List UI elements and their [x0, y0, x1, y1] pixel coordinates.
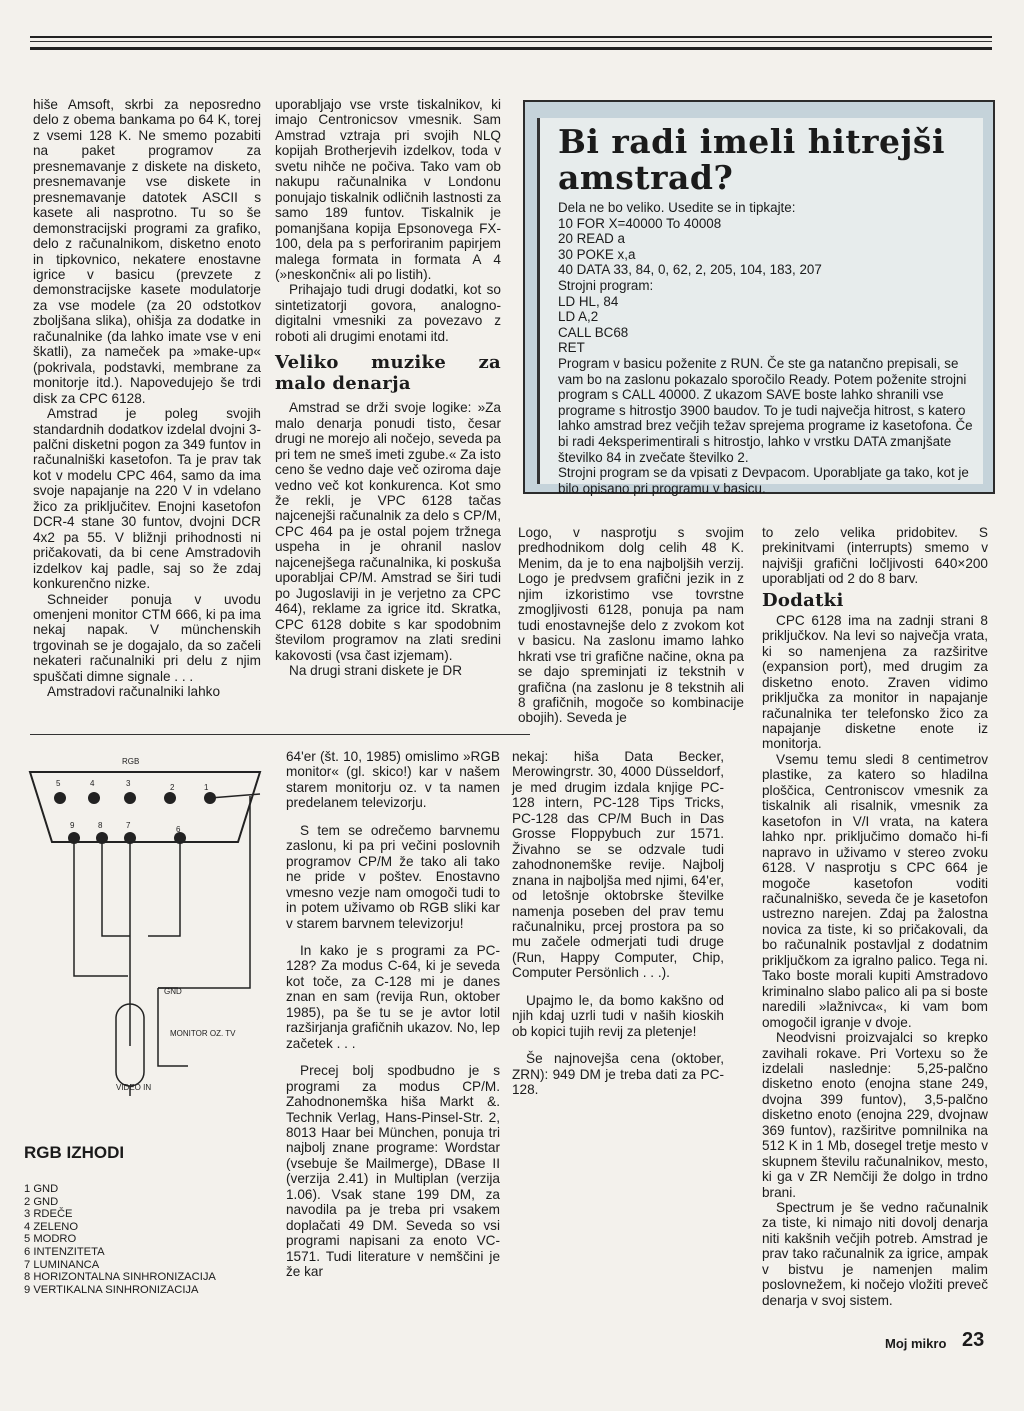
paragraph: In kako je s programi za PC-128? Za modus C-64, ki je seveda kot toče, za C-128 mi je danes znan en sam (revija Run, oktober 1985), pa še tu se je avtor lotil razširjanja grafičnih ukazov. No, lep začetek . . . — [286, 942, 500, 1051]
section-heading: Dodatki — [762, 589, 844, 611]
pin — [164, 792, 176, 804]
connector-outline — [30, 772, 260, 842]
paragraph: Še najnovejša cena (oktober, ZRN): 949 DM je treba dati za PC-128. — [512, 1051, 724, 1098]
column-4 — [762, 525, 988, 1308]
legend-title: RGB IZHODI — [24, 1143, 125, 1162]
paragraph: Amstradovi računalniki lahko — [47, 684, 221, 700]
paragraph: to zelo velika pridobitev. S prekinitvami (interrupts) smemo v najvišji grafični ločljivosti 640×200 uporabljati od 2 do 8 barv. — [762, 525, 988, 587]
legend-item: 7 LUMINANCA — [24, 1258, 100, 1271]
section-heading: Veliko muzike za malo denarja — [275, 352, 501, 395]
monitor-label: MONITOR OZ. TV — [170, 1029, 236, 1038]
code-line: 30 POKE x,a — [558, 246, 636, 262]
paragraph: Prihajajo tudi drugi dodatki, kot so sintetizatorji govora, analogno-digitalni vmesniki za povezavo z roboti ali drugimi enotami itd. — [275, 282, 501, 344]
column-2 — [275, 97, 501, 678]
column-2-lower — [286, 749, 500, 1280]
legend-item: 2 GND — [24, 1195, 59, 1208]
code-line: LD HL, 84 — [558, 293, 619, 309]
legend-item: 8 HORIZONTALNA SINHRONIZACIJA — [24, 1271, 216, 1284]
pin-label: 9 — [70, 821, 75, 830]
pin — [88, 792, 100, 804]
code-line: LD A,2 — [558, 309, 599, 325]
paragraph: Amstrad se drži svoje logike: »Za malo denarja ponudi tisto, česar drugi ne morejo ali nočejo, seveda pa pri tem ne smeš imeti zgube.« Za isto ceno še vedno daje več oziroma daje vedno več kot konkurenca. Kot smo že rekli, je VPC 6128 tačas najcenejši računalnik za delo s CP/M, CPC 464 pa je ostal pojem tržnega uspeha in je ohranil naslov najcenejšega računalnika, ki poskuša uporabljai CP/M. Amstrad se širi tudi po Jugoslaviji in je verjetno za CPC 464), reklame za igrice itd. Skratka, CPC 6128 dobite s kar spodobnim številom programov na zlati sredini kakovosti (vsa čast izjemam). — [275, 400, 501, 663]
code-line: 10 FOR X=40000 To 40008 — [558, 215, 722, 231]
legend-item: 5 MODRO — [24, 1233, 77, 1246]
pin-label: 5 — [56, 779, 61, 788]
paragraph: Logo, v nasprotju s svojim predhodnikom dolg celih 48 K. Menim, da je to ena najboljših verzij. Logo je predvsem grafični jezik in z njim izkoristimo vse tovrstne zmogljivosti 6128, ponuja pa nam tudi enostavnejše delo z zvokom kot v basicu. Na zaslonu imamo lahko hkrati vse tri grafične načine, okna pa se dajo spreminjati iz tekstnih v grafična (na zaslonu je 8 tekstnih ali 8 grafičnih, mogoče so kombinacije obojih). Seveda je — [518, 525, 744, 726]
code-line: Strojni program: — [558, 277, 654, 293]
legend-item: 6 INTENZITETA — [24, 1245, 105, 1258]
paragraph: nekaj: hiša Data Becker, Merowingrstr. 30, 4000 Düsseldorf, je med drugim izdala knjige PC-128 intern, PC-128 Tips Tricks, PC-128 das CP/M Buch in Das Grosse Floppybuch zur 1571. Živahno se se odzvale tudi zahodnonemške revije. Najbolj znana in najboljša med njimi, 64'er, od letošnje oktobrske številke namenja poseben del prav temu računalniku, prcej prostora pa so mu začele odmerjati tudi druge (Run, Happy Computer, Chip, Computer Persönlich . . .). — [512, 749, 724, 981]
rgb-connector-diagram — [28, 746, 284, 1106]
paragraph: hiše Amsoft, skrbi za neposredno delo z obema bankama po 64 K, torej z vsemi 128 K. Ne smemo pozabiti na paket programov za presnemavanje z diskete na disketo, presnemavanje vse diskete in presnemavanje datotek ASCII s kasete ali nasprotno. Tu so še demonstracijski programi za grafiko, delo z računalnikom, disketno enoto in tipkovnico, nekatere enostavne igrice v basicu (prevzete z demonstracijske kasete modulatorje za vse modele (za 20 odstotkov zboljšana slika), ohišja za dodatke in računalnike (da lahko imate vse v eni škatli), za nameček pa »make-up« (pokrivala, podstavki, membrane za monitorje itd.). Napovedujejo še trdi disk za CPC 6128. — [33, 97, 261, 406]
paragraph: Vsemu temu sledi 8 centimetrov plastike, za katero so hladilna ploščica, Centroniscov vmesnik za tiskalnik ali risalnik, vmesnik za kasetofon in V/I vrata, na katera lahko npr. priključimo domačo hi-fi napravo in uživamo v stereo zvoku 6128. V nasprotju s CPC 664 je mogoče kasetofon voditi računalniško, seveda če je kasetofon ustrezno narejen. Zdaj pa žalostna novica za tiste, ki so pričakovali, da bo računalnik postavljal z dodatnim priključkom za igralno palico. Tega ni. Tako boste morali kupiti Amstradovo kriminalno slabo palico ali pa si boste naredili »lažnivca«, ki vam bom omogočil igranje v dvoje. — [762, 751, 988, 1030]
top-rule — [30, 36, 992, 50]
paragraph: Amstrad je poleg svojih standardnih dodatkov izdelal dvojni 3-palčni disketni pogon za 349 funtov in računalniški kasetofon. Ta je prav tak kot v modelu CPC 464, samo da ima svoje napajanje na 220 V in vdelano žico za priključitev. Enojni kasetofon DCR-4 stane 30 funtov, dvojni DCR 4x2 pa 55. V bližnji prihodnosti ni pričakovati, da bi cene Amstradovih izdelkov kaj padle, saj so že zdaj konkurenčno nizke. — [33, 406, 261, 592]
paragraph: uporabljajo vse vrste tiskalnikov, ki imajo Centronicsov vmesnik. Sam Amstrad vztraja pri svojih NLQ kopijah Brotherjevih izdelkov, toda v svetu nihče ne počiva. Tako vam ob nakupu računalnika v Londonu ponujajo tiskalnik odličnih lastnosti za samo 189 funtov. Tiskalnik je pomanjšana kopija Epsonovega FX-100, dela pa s perforiranim papirjem malega formata in formata A 4 (»neskončni« ali po listih). — [275, 97, 501, 282]
pin-label: 4 — [90, 779, 95, 788]
pin — [124, 792, 136, 804]
magazine-name: Moj mikro — [885, 1336, 947, 1351]
pin-label: 7 — [126, 821, 131, 830]
column-1 — [33, 97, 261, 700]
legend-item: 1 GND — [24, 1183, 59, 1195]
pin-label: 2 — [170, 783, 175, 792]
code-line: CALL BC68 — [558, 324, 629, 340]
code-line: 20 READ a — [558, 231, 625, 247]
paragraph: 64'er (št. 10, 1985) omislimo »RGB monitor« (gl. skico!) kar v našem starem monitorju oz. v ta namen predelanem televizorju. — [286, 749, 500, 811]
code-line: RET — [558, 340, 585, 356]
paragraph: Neodvisni proizvajalci so krepko zavihali rokave. Pri Vortexu so že izdelali naslednje: 5,25-palčno disketno enoto (enojna stane 249, dvojna 399 funtov), 3,5-palčno disketno enoto (enojna 229, dvojnaw 369 funtov), razširitve pomnilnika na 512 K in 1 Mb, dosegel tretje mesto v skupnem številu računalnikov, mesto, ki ga v ZR Nemčiji že dolgo in trdno brani. — [762, 1030, 988, 1200]
sidebar-box-content — [537, 118, 983, 496]
box-paragraph: Strojni program se da vpisati z Devpacom. Uporabljate ga tako, kot je bilo opisano pri programu v basicu. — [558, 465, 969, 496]
column-3 — [518, 525, 744, 726]
paragraph: Upajmo le, da bomo kakšno od njih kdaj uzrli tudi v naših kioskih ob kopici tujih revij za pletenje! — [512, 992, 724, 1039]
column-3-lower — [512, 749, 724, 1098]
paragraph: Schneider ponuja v uvodu omenjeni monitor CTM 666, ki pa ima nekaj napak. V münchenskih trgovinah se je dogajalo, da so začeli nekateri računalniki pri delu z njim spuščati dimne signale . . . — [33, 591, 261, 684]
legend-item: 9 VERTIKALNA SINHRONIZACIJA — [24, 1283, 199, 1296]
gnd-label: GND — [164, 987, 182, 996]
sidebar-box — [523, 100, 995, 494]
code-listing — [558, 216, 975, 356]
pin-label: 1 — [204, 783, 209, 792]
pin-label: 8 — [98, 821, 103, 830]
pin-row-top — [54, 792, 216, 804]
wiring — [74, 794, 260, 1096]
paragraph: Precej bolj spodbudno je s programi za modus CP/M. Zahodnonemška hiša Markt &. Technik Verlag, Hans-Pinsel-Str. 2, 8013 Haar bei München, ponuja tri najbolj znane programe: Wordstar (vsebuje še Mailmerge), DBase II (verzija 2.41) in Multiplan (verzija 1.06). Vsak stane 199 DM, za navodila pa je treba pri vsakem doplačati 49 DM. Seveda so vsi programi napisani za enoto VC-1571. Tudi literature v nemščini je že kar — [286, 1063, 500, 1280]
box-intro: Dela ne bo veliko. Usedite se in tipkajte: — [558, 200, 796, 215]
box-paragraph: Program v basicu poženite z RUN. Če ste ga natančno prepisali, se vam bo na zaslonu pokazalo sporočilo Ready. Potem poženite strojni program s CALL 40000. Z ukazom SAVE boste lahko shranili vse programe s hitrostjo 3900 baudov. To je tudi največja hitrost, s katero lahko amstrad brez večjih težav sprejema programe iz kasetofona. Če bi radi 4eksperimentirali s hitrostjo, lahko v vrstku DATA zmanjšate številko 84 in zvečate številko 2. — [558, 355, 973, 465]
box-title: Bi radi imeli hitrejši amstrad? — [558, 122, 946, 197]
video-in-label: VIDEO IN — [116, 1083, 152, 1092]
page-number: 23 — [962, 1329, 985, 1351]
code-line: 40 DATA 33, 84, 0, 62, 2, 205, 104, 183, 207 — [558, 262, 822, 278]
paragraph: Na drugi strani diskete je DR — [289, 662, 463, 678]
pin-label: 6 — [176, 825, 181, 834]
legend-item: 4 ZELENO — [24, 1220, 79, 1233]
pin — [54, 792, 66, 804]
legend-item: 3 RDEČE — [24, 1208, 73, 1221]
pin-legend — [24, 1183, 216, 1296]
paragraph: Spectrum je še vedno računalnik za tiste, ki nimajo niti dovolj denarja niti kakšnih večjih potreb. Amstrad je prav tako računalnik za igrice, ampak v bistvu je namenjen malim poslovnežem, ki nočejo vložiti preveč denarja v svoj sistem. — [762, 1200, 988, 1308]
section-divider — [30, 734, 530, 735]
rgb-label: RGB — [122, 757, 140, 766]
pin-label: 3 — [126, 779, 131, 788]
paragraph: CPC 6128 ima na zadnji strani 8 priključkov. Na levi so največja vrata, ki so namenjena za razširitve (expansion port), med drugim za disketno enoto. Zraven vidimo priključka za monitor in napajanje računalnika ter telefonsko žico za napajanje disketne enote iz monitorja. — [762, 612, 988, 752]
paragraph: S tem se odrečemo barvnemu zaslonu, ki pa pri večini poslovnih programov CP/M že tako ali tako ne pride v poštev. Enostavno vmesno vezje nam omogoči tudi to in potem uživamo ob RGB sliki kar v starem barvnem televizorju! — [286, 822, 500, 931]
